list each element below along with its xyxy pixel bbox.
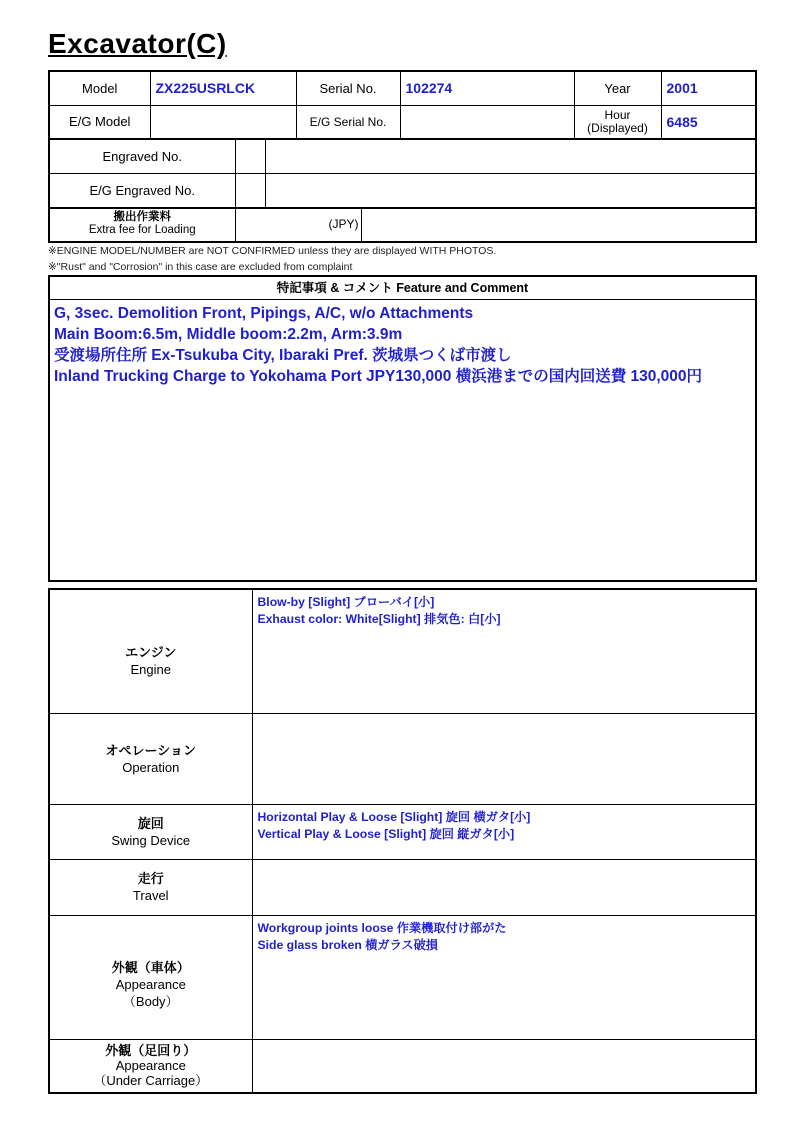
swing-value: Horizontal Play & Loose [Slight] 旋回 横ガタ[小] [257,809,531,824]
note-rust: ※"Rust" and "Corrosion" in this case are excluded from complaint [48,261,353,273]
eg-model-label: E/G Model [49,105,150,139]
extra-fee-blank [361,208,756,242]
extra-fee-value [235,208,361,242]
engine-value: Blow-by [Slight] ブローバイ[小] [257,595,435,609]
engine-value: Exhaust color: White[Slight] 排気色: 白[小] [257,612,501,626]
swing-label-en: Swing Device [111,832,191,848]
swing-label [49,804,252,859]
engine-values [252,589,756,713]
comment-box [48,275,757,582]
swing-values [252,804,756,859]
eg-engraved-label: E/G Engraved No. [49,174,235,208]
engine-label-jp: エンジン [125,645,177,661]
comment-header: 特記事項 & コメント Feature and Comment [50,277,755,300]
travel-label-jp: 走行 [137,871,164,886]
operation-label-jp: オペレーション [105,742,196,758]
hour-label-line2: (Displayed) [587,120,648,135]
extra-fee-label-en: Extra fee for Loading [88,224,196,237]
undercarriage-label-en2: （Under Carriage） [93,1073,209,1089]
extra-fee-label [49,208,235,242]
spec-table [48,70,757,140]
hour-label [574,105,661,139]
comment-body [50,300,755,390]
year-label: Year [574,71,661,105]
undercarriage-label-en: Appearance [115,1058,186,1074]
engraved-table [48,139,757,209]
body-value: Side glass broken 横ガラス破損 [257,937,438,952]
inspection-row-undercarriage [49,1039,756,1093]
extra-fee-table [48,207,757,243]
body-values [252,915,756,1039]
body-label-jp: 外観（車体） [111,959,190,975]
hour-value: 6485 [661,105,756,139]
model-label: Model [49,71,150,105]
travel-label-en: Travel [132,888,169,903]
extra-fee-unit: (JPY) [328,217,359,232]
travel-label [49,859,252,915]
page-title: Excavator(C) [48,28,227,59]
body-label [49,915,252,1039]
model-value: ZX225USRLCK [150,71,296,105]
year-value: 2001 [661,71,756,105]
undercarriage-label-jp: 外観（足回り） [105,1043,197,1059]
inspection-row-operation [49,713,756,804]
undercarriage-values [252,1039,756,1093]
eg-engraved-box [235,174,265,208]
note-engine: ※ENGINE MODEL/NUMBER are NOT CONFIRMED unless they are displayed WITH PHOTOS. [48,245,497,257]
inspection-row-body [49,915,756,1039]
engraved-value [265,140,756,174]
body-value: Workgroup joints loose 作業機取付け部がた [257,920,507,935]
eg-model-value [150,105,296,139]
undercarriage-label [49,1039,252,1093]
engine-label-en: Engine [130,662,171,678]
engraved-box [235,140,265,174]
comment-line: Inland Trucking Charge to Yokohama Port JPY130,000 横浜港までの国内回送費 130,000円 [54,368,703,385]
inspection-table [48,588,757,1094]
engraved-label: Engraved No. [49,140,235,174]
eg-engraved-value [265,174,756,208]
operation-label [49,713,252,804]
extra-fee-label-jp: 搬出作業料 [113,211,171,224]
inspection-row-travel [49,859,756,915]
serial-label: Serial No. [296,71,400,105]
operation-values [252,713,756,804]
body-label-en2: （Body） [122,993,179,1009]
comment-line: 受渡場所住所 Ex-Tsukuba City, Ibaraki Pref. 茨城県つくば市渡し [54,347,512,364]
operation-label-en: Operation [122,759,180,775]
inspection-row-engine [49,589,756,713]
swing-value: Vertical Play & Loose [Slight] 旋回 縦ガタ[小] [257,826,515,841]
swing-label-jp: 旋回 [137,815,164,831]
engine-label [49,589,252,713]
hour-label-line1: Hour [604,107,631,122]
comment-line: Main Boom:6.5m, Middle boom:2.2m, Arm:3.9m [54,326,403,343]
comment-line: G, 3sec. Demolition Front, Pipings, A/C, w/o Attachments [54,305,474,322]
serial-value: 102274 [400,71,574,105]
travel-values [252,859,756,915]
eg-serial-label: E/G Serial No. [296,105,400,139]
body-label-en: Appearance [115,976,186,992]
inspection-row-swing [49,804,756,859]
eg-serial-value [400,105,574,139]
